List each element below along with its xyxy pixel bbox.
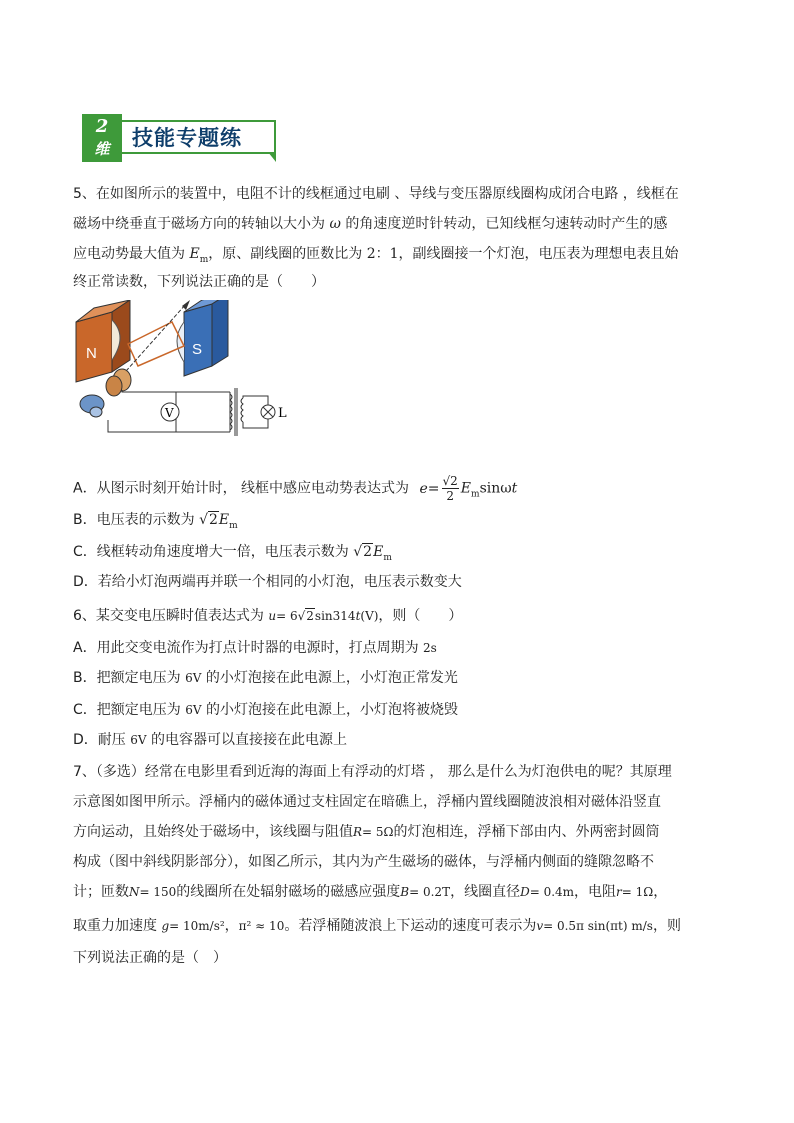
badge-char: 维 (94, 140, 110, 158)
badge-box (82, 114, 122, 162)
voltmeter-label: V (165, 406, 174, 420)
q5-option-c: C．线框转动角速度增大一倍，电压表示数为 $√2E_m$ (73, 544, 392, 563)
q7-line-5: 计；匝数N= 150的线圈所在处辐射磁场的磁感应强度B= 0.2T，线圈直径D= 0.4m，电阻r= 1Ω， (73, 884, 668, 900)
q5-line-4: 终正常读数，下列说法正确的是（ ） (73, 274, 325, 290)
magnet-s-label: S (192, 341, 203, 358)
q7-line-4: 构成（图中斜线阴影部分），如图乙所示，其内为产生磁场的磁体，与浮桶内侧面的缝隙忽略不 (73, 854, 654, 870)
q6-option-d: D．耐压 6V 的电容器可以直接接在此电源上 (73, 732, 347, 748)
q6-option-b: B．把额定电压为 6V 的小灯泡接在此电源上，小灯泡正常发光 (73, 670, 458, 686)
q7-line-1: 7、（多选）经常在电影里看到近海的海面上有浮动的灯塔 ， 那么是什么为灯泡供电的呢？其原理 (73, 764, 672, 780)
q6-option-c: C．把额定电压为 6V 的小灯泡接在此电源上，小灯泡将被烧毁 (73, 702, 458, 718)
q5-line-3: 应电动势最大值为 $E_m$，原、副线圈的匝数比为 2：1，副线圈接一个灯泡，电压表为理想电表且始 (73, 246, 679, 265)
q5-option-d: D．若给小灯泡两端再并联一个相同的小灯泡，电压表示数变大 (73, 574, 462, 590)
q7-line-7: 下列说法正确的是（ ） (73, 950, 227, 966)
q5-option-a: A．从图示时刻开始计时， 线框中感应电动势表达式为 e= $\frac{√2}{2}$ $E_m\sin\omega t$ (73, 474, 518, 503)
generator-figure (72, 300, 294, 440)
section-title: 技能专题练 (132, 126, 242, 150)
q5-line-2: 磁场中绕垂直于磁场方向的转轴以大小为 ω 的角速度逆时针转动，已知线框匀速转动时产生的感 (73, 216, 668, 232)
q6-stem: 6、某交变电压瞬时值表达式为 u= 6√2sin314t(V)，则（ ） (73, 608, 463, 624)
q5-option-b: B．电压表的示数为 $√2E_m$ (73, 512, 238, 531)
q7-line-2: 示意图如图甲所示。浮桶内的磁体通过支柱固定在暗礁上，浮桶内置线圈随波浪相对磁体沿竖直 (73, 794, 661, 810)
section-badge (82, 114, 278, 162)
lamp-label: L (278, 406, 287, 421)
badge-number: 2 (95, 116, 109, 137)
q6-option-a: A．用此交变电流作为打点计时器的电源时，打点周期为 2s (73, 640, 437, 656)
magnet-n-label: N (86, 345, 97, 362)
q7-line-3: 方向运动，且始终处于磁场中，该线圈与阻值R= 5Ω的灯泡相连，浮桶下部由内、外两密封圆筒 (73, 824, 660, 840)
q5-line-1: 5、在如图所示的装置中，电阻不计的线框通过电刷 、导线与变压器原线圈构成闭合电路 ，线框在 (73, 186, 679, 202)
q7-line-6: 取重力加速度 g= 10m/s²，π² ≈ 10。若浮桶随波浪上下运动的速度可表示为v= 0.5π sin(πt) m/s，则 (73, 918, 681, 934)
